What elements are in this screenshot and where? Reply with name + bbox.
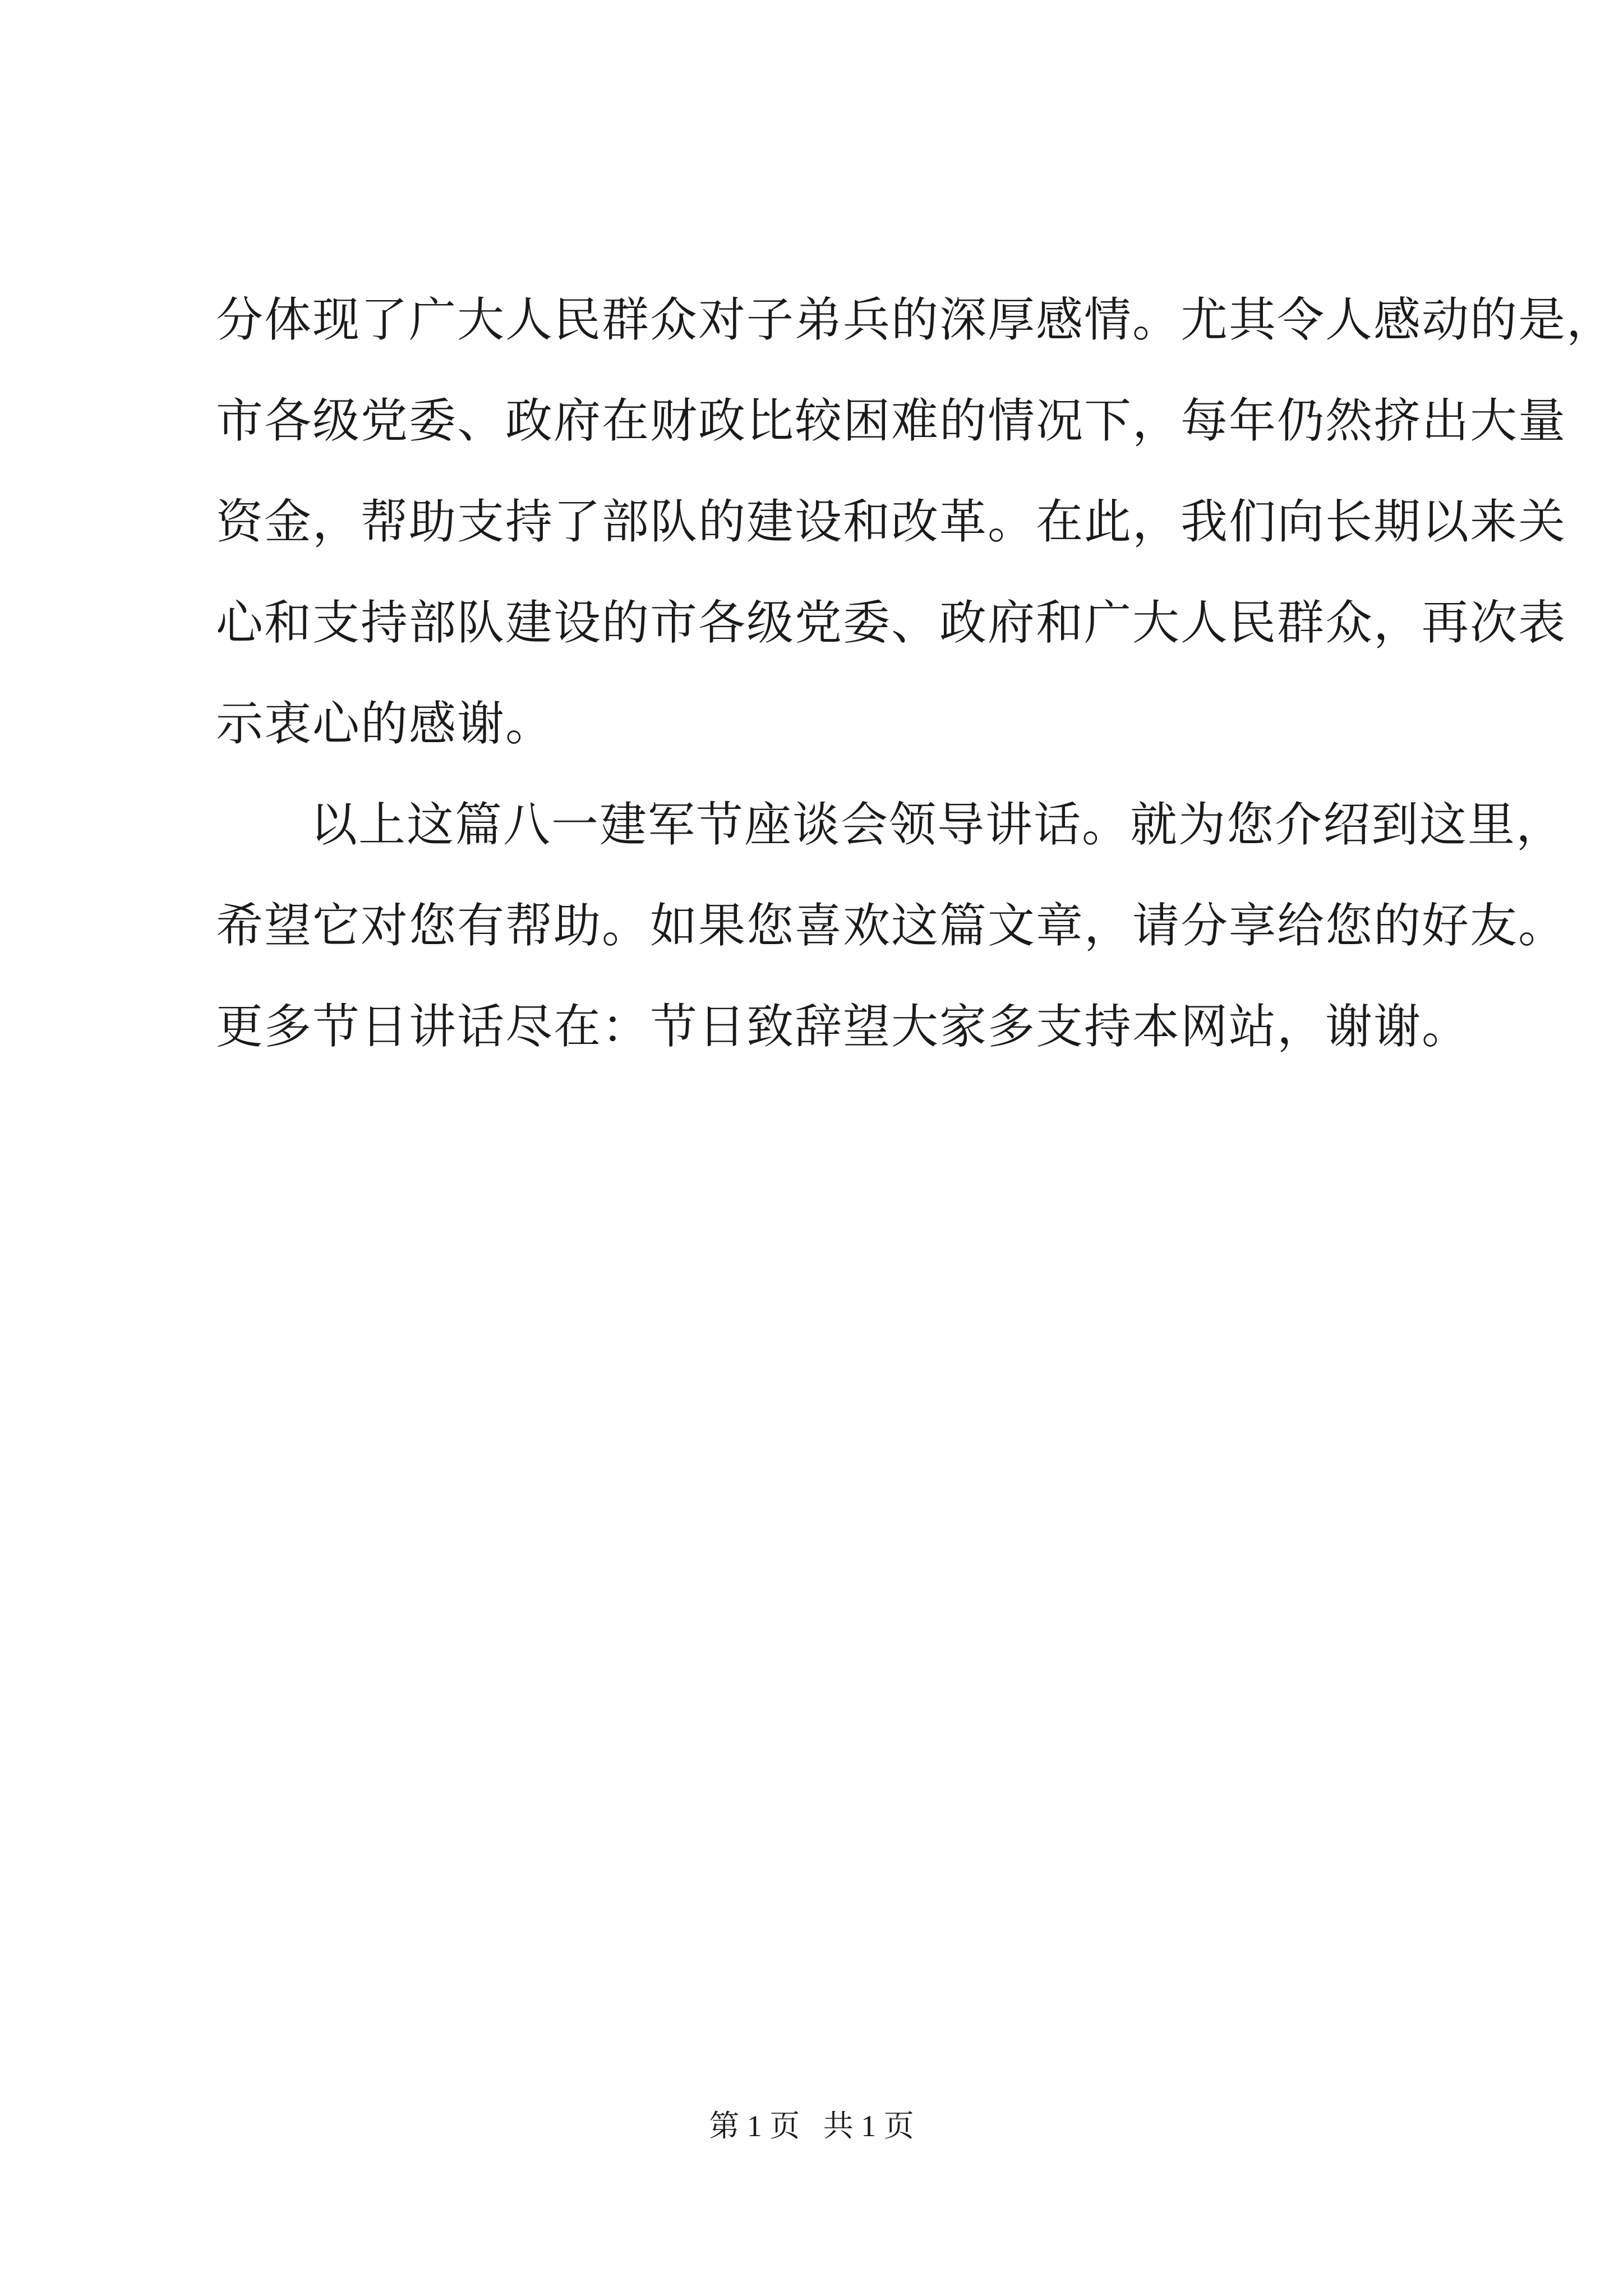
text-line: 以上这篇八一建军节座谈会领导讲话。就为您介绍到这里， bbox=[310, 797, 1565, 852]
page-footer bbox=[0, 2106, 1623, 2146]
page-number-current: 第 1 页 bbox=[709, 2109, 800, 2143]
paragraph-1 bbox=[216, 292, 1615, 752]
page-number-total: 共 1 页 bbox=[823, 2109, 914, 2143]
text-line: 心和支持部队建设的市各级党委、政府和广大人民群众，再次表 bbox=[216, 595, 1567, 650]
document-body bbox=[216, 292, 1615, 1099]
text-line: 示衷心的感谢。 bbox=[216, 696, 554, 751]
text-line: 希望它对您有帮助。如果您喜欢这篇文章，请分享给您的好友。 bbox=[216, 898, 1567, 953]
paragraph-2 bbox=[216, 797, 1567, 1055]
text-line: 市各级党委、政府在财政比较困难的情况下，每年仍然挤出大量 bbox=[216, 393, 1567, 448]
text-line: 分体现了广大人民群众对子弟兵的深厚感情。尤其令人感动的是， bbox=[216, 292, 1615, 347]
text-line: 资金，帮助支持了部队的建设和改革。在此，我们向长期以来关 bbox=[216, 494, 1567, 549]
text-line: 更多节日讲话尽在：节日致辞望大家多支持本网站，谢谢。 bbox=[216, 999, 1470, 1054]
